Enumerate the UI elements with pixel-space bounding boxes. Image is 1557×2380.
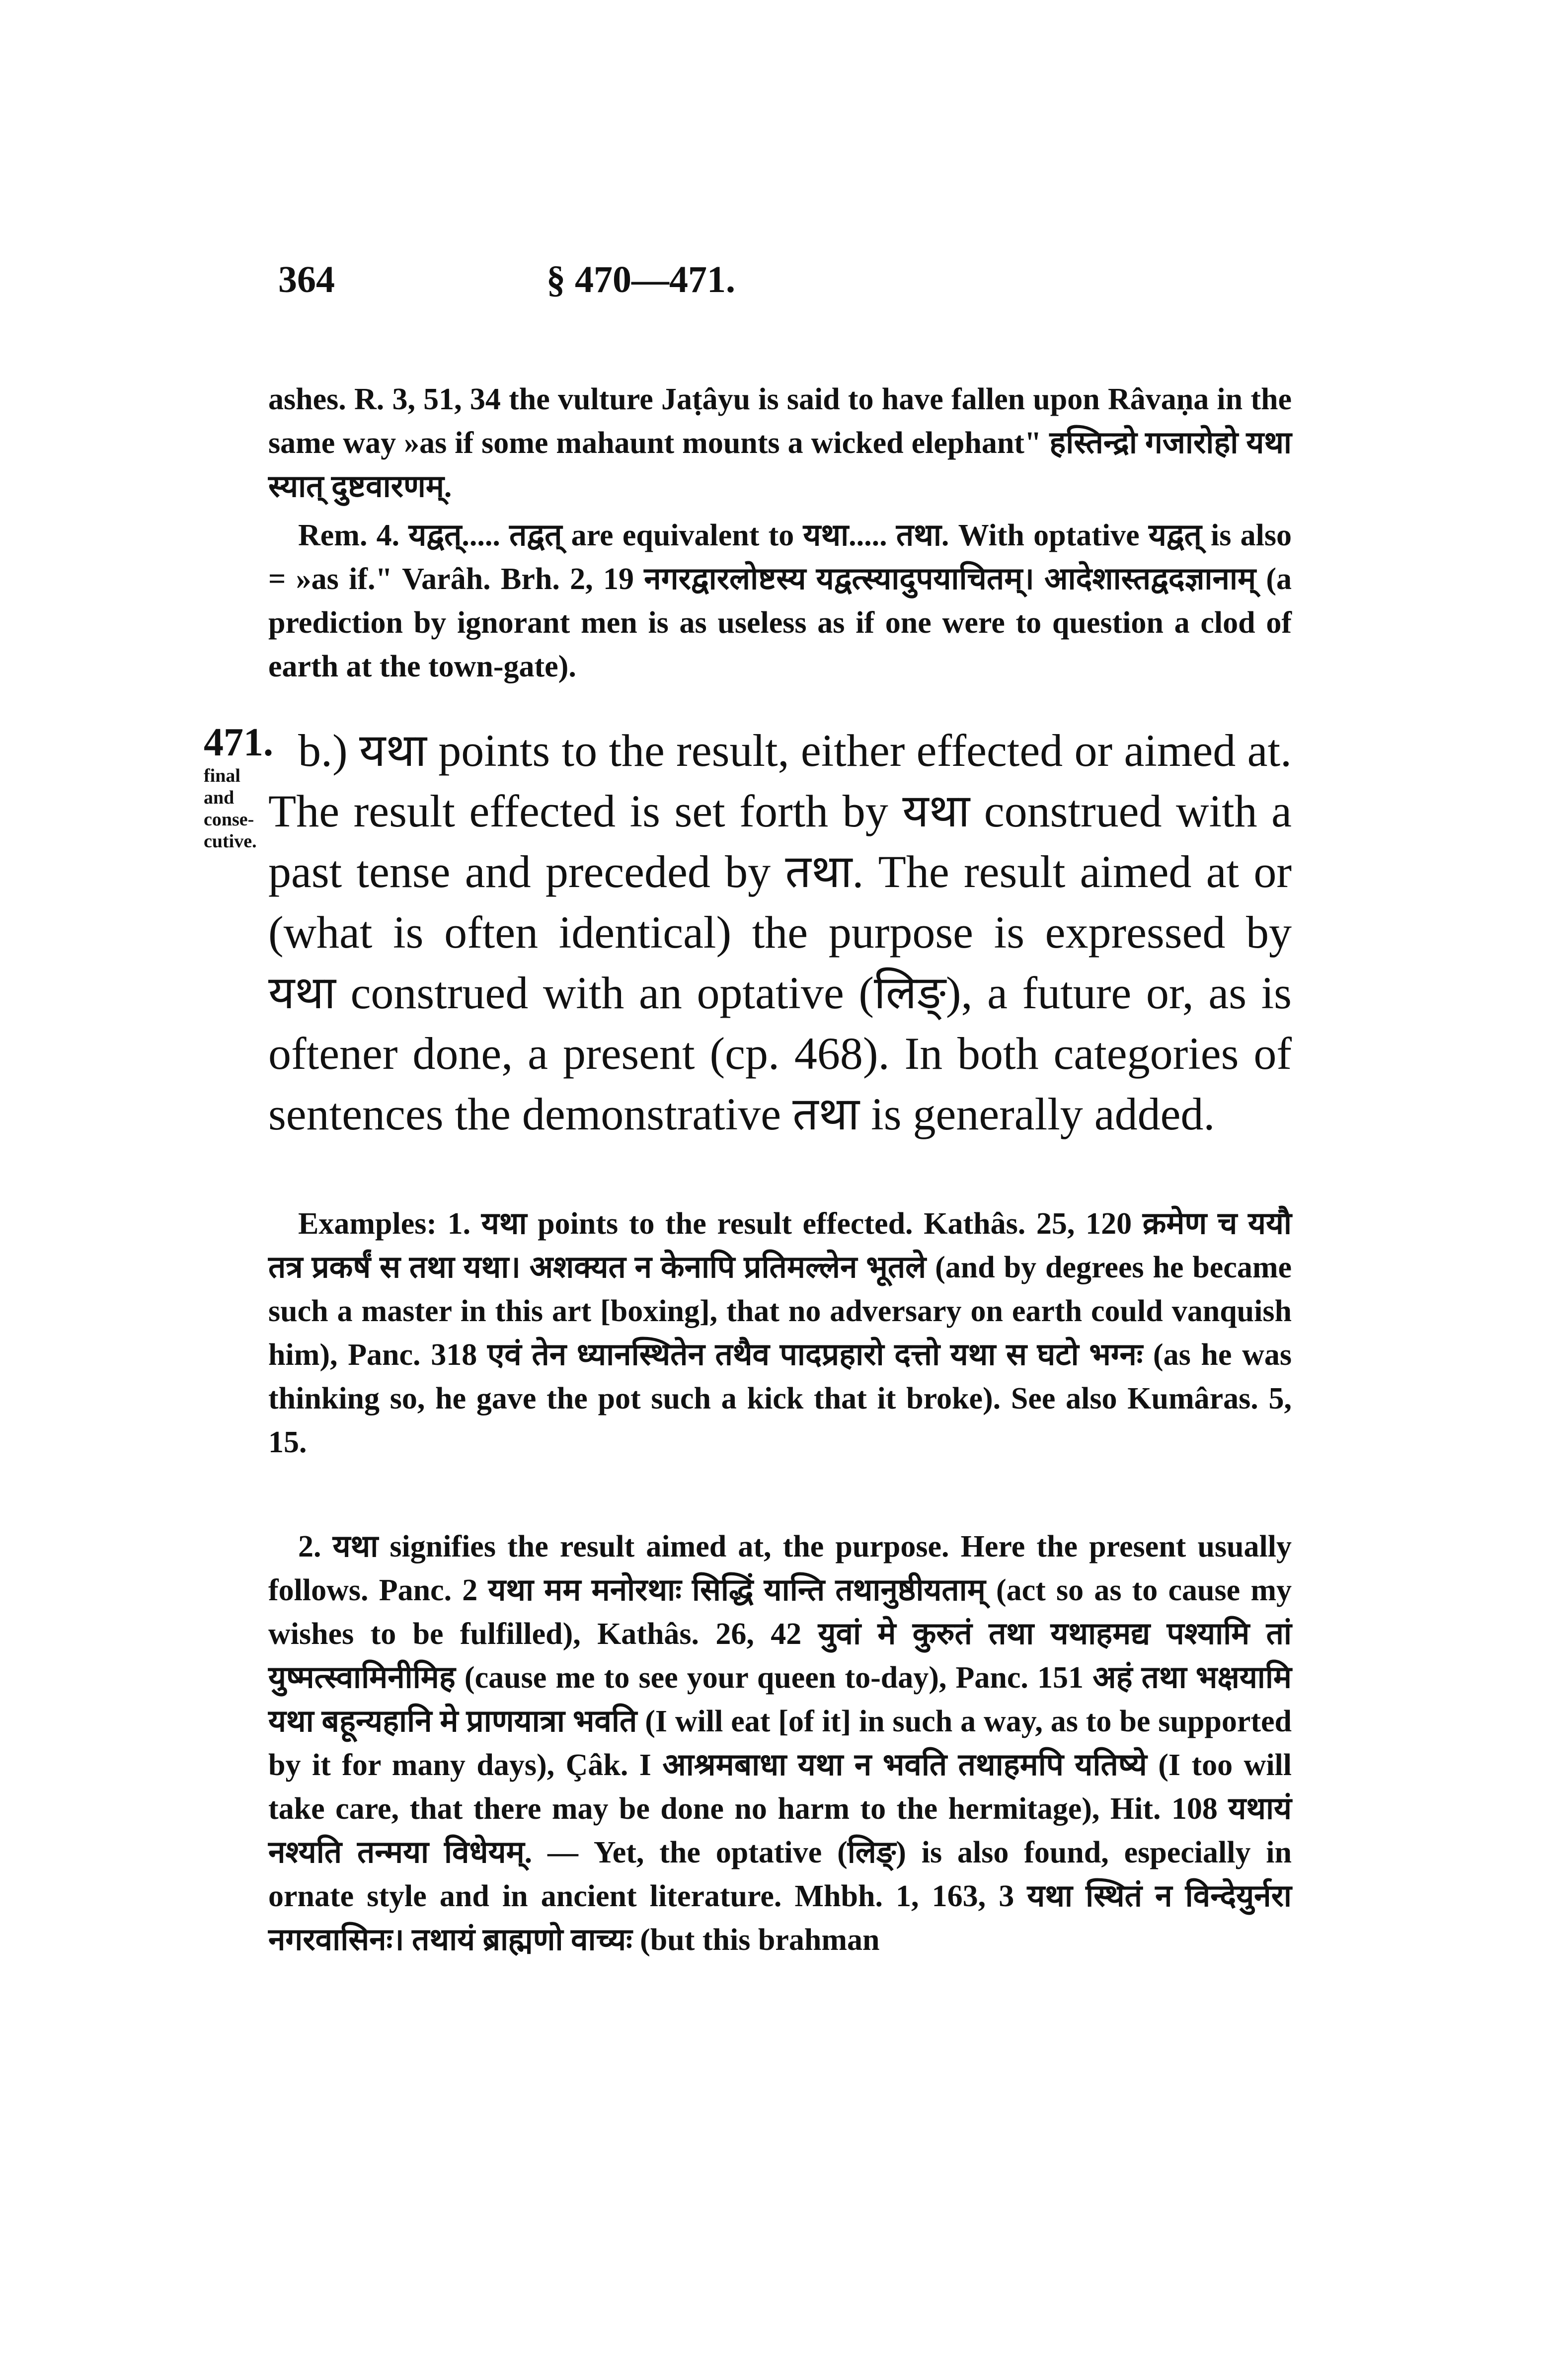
margin-label-line: and: [204, 787, 234, 808]
page-number: 364: [278, 259, 335, 300]
remark-paragraph: Rem. 4. यद्वत्..... तद्वत् are equivalent to यथा..... तथा. With optative यद्वत् is also = »as if." Varâh. Brh. 2, 19 नगरद्वारलोष्टस्य यद्वत्स्यादुपयाचितम्। आदेशास्तद्वदज्ञानाम् (a prediction by ignorant men is as useless as if one were to question a clod of earth at the town-gate).: [268, 519, 1292, 683]
continuation-paragraph: ashes. R. 3, 51, 34 the vulture Jaṭâyu is said to have fallen upon Râvaṇa in the same way »as if some mahaunt mounts a wicked elephant" हस्तिन्द्रो गजारोहो यथा स्यात् दुष्टवारणम्.: [268, 382, 1292, 504]
main-paragraph: b.) यथा points to the result, either effected or aimed at. The result effected is set forth by यथा construed with a past tense and preceded by तथा. The result aimed at or (what is often identical) the purpose is expressed by यथा construed with an optative (लिङ्), a future or, as is oftener done, a present (cp. 468). In both categories of sentences the demonstrative तथा is generally added.: [268, 725, 1292, 1139]
margin-label-line: final: [204, 765, 240, 786]
examples-paragraph: Examples: 1. यथा points to the result effected. Kathâs. 25, 120 क्रमेण च ययौ तत्र प्रकर्षं स तथा यथा। अशक्यत न केनापि प्रतिमल्लेन भूतले (and by degrees he became such a master in this art [boxing], that no adversary on earth could vanquish him), Panc. 318 एवं तेन ध्यानस्थितेन तथैव पादप्रहारो दत्तो यथा स घटो भग्नः (as he was thinking so, he gave the pot such a kick that it broke). See also Kumâras. 5, 15.: [268, 1207, 1292, 1459]
margin-note: [204, 720, 273, 852]
margin-label-line: cutive.: [204, 831, 257, 852]
purpose-paragraph: 2. यथा signifies the result aimed at, the purpose. Here the present usually follows. Panc. 2 यथा मम मनोरथाः सिद्धिं यान्ति तथानुष्ठीयताम् (act so as to cause my wishes to be fulfilled), Kathâs. 26, 42 युवां मे कुरुतं तथा यथाहमद्य पश्यामि तां युष्मत्स्वामिनीमिह (cause me to see your queen to-day), Panc. 151 अहं तथा भक्षयामि यथा बहून्यहानि मे प्राणयात्रा भवति (I will eat [of it] in such a way, as to be supported by it for many days), Çâk. I आश्रमबाधा यथा न भवति तथाहमपि यतिष्ये (I too will take care, that there may be done no harm to the hermitage), Hit. 108 यथायं नश्यति तन्मया विधेयम्. — Yet, the optative (लिङ्) is also found, especially in ornate style and in ancient literature. Mhbh. 1, 163, 3 यथा स्थितं न विन्देयुर्नरा नगरवासिनः। तथायं ब्राह्मणो वाच्यः (but this brahman: [268, 1530, 1292, 1957]
section-reference: § 470—471.: [546, 259, 735, 300]
top-text: [268, 377, 1292, 693]
purpose-text: [268, 1525, 1292, 1967]
examples-text: [268, 1202, 1292, 1469]
main-text: [268, 720, 1292, 1149]
page-header: [278, 258, 1297, 318]
margin-section-number: 471.: [204, 721, 273, 764]
margin-label-line: conse-: [204, 809, 254, 830]
